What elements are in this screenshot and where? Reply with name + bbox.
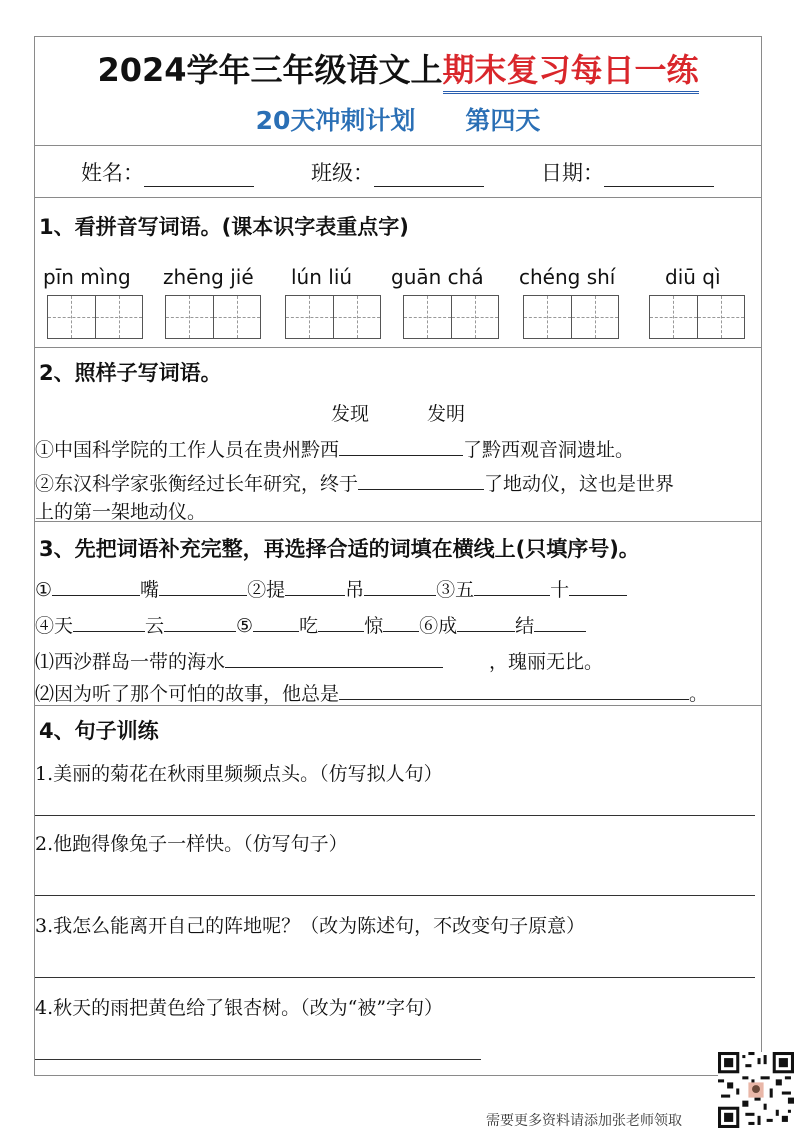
writing-grid-6[interactable] xyxy=(649,295,745,339)
sentence-2-blank[interactable] xyxy=(358,469,484,490)
sentence-task-3: 3.我怎么能离开自己的阵地呢？（改为陈述句，不改变句子原意） xyxy=(35,915,586,937)
answer-line-2[interactable] xyxy=(35,895,755,896)
section-3-heading: 3、先把词语补充完整，再选择合适的词填在横线上(只填序号)。 xyxy=(39,537,640,561)
sentence-2-cont: 上的第一架地动仪。 xyxy=(35,501,207,523)
section-4-heading: 4、句子训练 xyxy=(39,719,159,743)
title-main: 2024学年三年级语文上 xyxy=(97,51,443,89)
blank[interactable] xyxy=(457,611,515,632)
name-field[interactable] xyxy=(81,157,254,187)
section-sentences xyxy=(35,705,761,1077)
blank[interactable] xyxy=(164,611,236,632)
footer-note: 需要更多资料请添加张老师领取 xyxy=(486,1113,682,1129)
answer-line-3[interactable] xyxy=(35,977,755,978)
blank[interactable] xyxy=(52,575,140,596)
blank[interactable] xyxy=(253,611,299,632)
date-blank[interactable] xyxy=(604,164,714,187)
section-2-heading: 2、照样子写词语。 xyxy=(39,361,222,385)
writing-grid-2[interactable] xyxy=(165,295,261,339)
answer-line-1[interactable] xyxy=(35,815,755,816)
section-pinyin xyxy=(35,197,761,348)
sentence-task-1: 1.美丽的菊花在秋雨里频频点头。（仿写拟人句） xyxy=(35,763,443,785)
date-label: 日期： xyxy=(541,161,604,185)
word-faming: 发明 xyxy=(427,403,466,425)
worksheet xyxy=(34,36,762,1076)
qr-code xyxy=(718,1052,794,1128)
pinyin-4: guān chá xyxy=(391,265,484,289)
pinyin-6: diū qì xyxy=(665,265,721,289)
blank[interactable] xyxy=(383,611,419,632)
writing-grid-3[interactable] xyxy=(285,295,381,339)
section-words xyxy=(35,347,761,522)
name-label: 姓名： xyxy=(81,161,144,185)
writing-grid-4[interactable] xyxy=(403,295,499,339)
subtitle xyxy=(35,101,761,137)
blank[interactable] xyxy=(364,575,436,596)
plan-label: 20天冲刺计划 xyxy=(255,106,416,135)
blank[interactable] xyxy=(474,575,550,596)
sentence-2: ②东汉科学家张衡经过长年研究，终于 了地动仪，这也是世界 xyxy=(35,469,674,496)
day-label: 第四天 xyxy=(465,106,541,135)
fill-question-2: ⑵因为听了那个可怕的故事，他总是 。 xyxy=(35,679,708,706)
writing-grid-1[interactable] xyxy=(47,295,143,339)
blank[interactable] xyxy=(73,611,145,632)
sentence-1-blank[interactable] xyxy=(339,435,463,456)
blank[interactable] xyxy=(569,575,627,596)
fill-question-1: ⑴西沙群岛一带的海水 ，瑰丽无比。 xyxy=(35,647,603,674)
class-blank[interactable] xyxy=(374,164,484,187)
name-blank[interactable] xyxy=(144,164,254,187)
date-field[interactable] xyxy=(541,157,714,187)
title-block xyxy=(35,37,761,146)
blank[interactable] xyxy=(318,611,364,632)
sentence-1: ①中国科学院的工作人员在贵州黔西 了黔西观音洞遗址。 xyxy=(35,435,634,462)
section-idioms xyxy=(35,521,761,706)
pinyin-3: lún liú xyxy=(291,265,353,289)
sentence-task-4: 4.秋天的雨把黄色给了银杏树。（改为“被”字句） xyxy=(35,997,444,1019)
sentence-task-2: 2.他跑得像兔子一样快。（仿写句子） xyxy=(35,833,348,855)
idiom-row-2: ④天 云 ⑤ 吃 惊 ⑥成 结 xyxy=(35,611,586,638)
writing-grid-5[interactable] xyxy=(523,295,619,339)
section-1-heading: 1、看拼音写词语。(课本识字表重点字) xyxy=(39,215,409,239)
pinyin-5: chéng shí xyxy=(519,265,616,289)
pinyin-2: zhēng jié xyxy=(163,265,254,289)
student-info-row xyxy=(35,145,761,198)
word-faxian: 发现 xyxy=(331,403,370,425)
fill-question-2-blank[interactable] xyxy=(339,679,689,700)
answer-line-4[interactable] xyxy=(35,1059,481,1060)
blank[interactable] xyxy=(534,611,586,632)
fill-question-1-blank[interactable] xyxy=(225,647,443,668)
blank[interactable] xyxy=(159,575,247,596)
blank[interactable] xyxy=(285,575,345,596)
idiom-row-1: ① 嘴 ②提 吊 ③五 十 xyxy=(35,575,627,602)
page-title xyxy=(35,45,761,91)
class-field[interactable] xyxy=(311,157,484,187)
class-label: 班级： xyxy=(311,161,374,185)
pinyin-1: pīn mìng xyxy=(43,265,131,289)
title-highlight: 期末复习每日一练 xyxy=(443,51,699,94)
